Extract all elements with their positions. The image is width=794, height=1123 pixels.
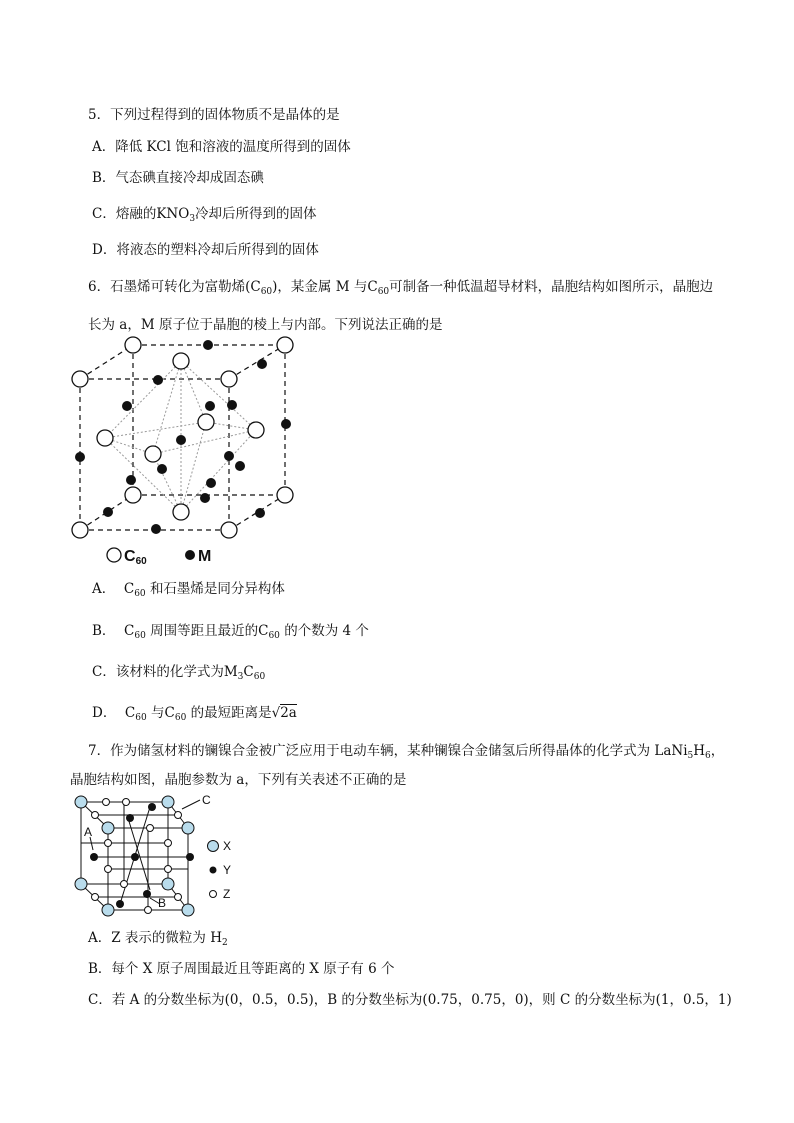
- q6-option-d-mid: 与: [151, 705, 165, 721]
- q6-stem-part-a: 6．石墨烯可转化为富勒烯(: [88, 279, 251, 295]
- q6-option-d-label: D．: [92, 705, 117, 721]
- legend-x-marker: [208, 841, 219, 852]
- q6-option-a-text: 和石墨烯是同分异构体: [149, 581, 285, 597]
- legend-m-marker: [185, 550, 195, 560]
- y-atom: [148, 803, 156, 811]
- c60-atom: [221, 371, 237, 387]
- q5-stem: 5．下列过程得到的固体物质不是晶体的是: [88, 107, 340, 123]
- q6-stem-line1: [88, 275, 713, 297]
- legend-y-label: Y: [223, 863, 232, 877]
- q5-option-c: [92, 202, 317, 224]
- fig-label-c: C: [202, 793, 211, 807]
- q6-option-d-end: 的最短距离是: [190, 705, 272, 721]
- q7-option-a-text: A．Z 表示的微粒为 H: [88, 930, 222, 946]
- x-atom: [182, 904, 194, 916]
- legend-x-label: X: [223, 839, 232, 853]
- q7-option-a: [88, 926, 228, 948]
- q6-option-b-mid: 周围等距且最近的: [150, 623, 259, 639]
- q7-crystal-figure: [68, 792, 248, 922]
- z-atom: [105, 840, 112, 847]
- c60-atom: [277, 487, 293, 503]
- z-atom: [105, 866, 112, 873]
- m-atom: [255, 508, 265, 518]
- c60-atom: [248, 422, 264, 438]
- c60-atom: [198, 414, 214, 430]
- m-atom: [153, 375, 163, 385]
- c60-atom: [125, 337, 141, 353]
- z-atom: [121, 881, 128, 888]
- c60-atom: [221, 522, 237, 538]
- q6-option-b-end: 的个数为 4 个: [284, 623, 369, 639]
- c60-atom: [173, 504, 189, 520]
- m-atom: [203, 340, 213, 350]
- q6-option-b-c-sub: 60: [134, 631, 146, 641]
- q7-stem-sub1: 5: [687, 751, 694, 761]
- legend-z-label: Z: [223, 887, 231, 901]
- y-atom: [90, 853, 98, 861]
- legend-y-marker: [210, 867, 217, 874]
- m-atom: [257, 359, 267, 369]
- q6-option-d-c: C: [124, 705, 136, 721]
- q6-c60-sub: 60: [260, 287, 273, 297]
- x-atom: [182, 822, 194, 834]
- q6-option-a-label: A．: [92, 581, 116, 597]
- q6-option-b-c2: C: [258, 623, 269, 639]
- c60-atom: [277, 337, 293, 353]
- m-atom: [75, 452, 85, 462]
- m-atom: [206, 478, 216, 488]
- q6-option-d-value: 2a: [280, 705, 297, 721]
- m-atom: [281, 419, 291, 429]
- q7-stem-line2: 晶胞结构如图，晶胞参数为 a，下列有关表述不正确的是: [70, 772, 407, 788]
- q5-option-b: B．气态碘直接冷却成固态碘: [92, 170, 264, 186]
- q6-option-c: [92, 660, 265, 682]
- fig-label-a: A: [84, 825, 93, 839]
- q6-option-d-c-sub: 60: [135, 713, 147, 723]
- c60-atom: [72, 371, 88, 387]
- m-atom: [205, 401, 215, 411]
- q6-option-b: [92, 619, 369, 641]
- q7-stem-line1: [88, 739, 724, 761]
- m-atom: [126, 475, 136, 485]
- m-atom: [227, 400, 237, 410]
- y-atom: [143, 890, 151, 898]
- c60-atom: [97, 430, 113, 446]
- m-atom: [224, 451, 234, 461]
- legend-z-marker: [210, 891, 217, 898]
- legend-m-label: M: [198, 548, 212, 565]
- q5-option-c-suffix: 冷却后所得到的固体: [195, 206, 317, 222]
- q5-option-d: D．将液态的塑料冷却后所得到的固体: [92, 242, 319, 258]
- x-atom: [75, 878, 87, 890]
- q6-option-a-c: C: [123, 581, 135, 597]
- z-atom: [147, 825, 154, 832]
- fig-label-b: B: [158, 896, 167, 910]
- y-atom: [131, 853, 139, 861]
- q7-stem-end: ，: [710, 743, 725, 759]
- q6-c60-letter-2: C: [367, 279, 378, 295]
- q6-option-b-label: B．: [92, 623, 116, 639]
- q6-option-c-text: C．该材料的化学式为: [92, 664, 224, 680]
- y-atom: [126, 814, 134, 822]
- legend-c60-label: C60: [124, 548, 147, 567]
- x-atom: [102, 904, 114, 916]
- y-atom: [186, 853, 194, 861]
- x-atom: [102, 822, 114, 834]
- z-atom: [103, 799, 110, 806]
- z-atom: [92, 812, 99, 819]
- x-atom: [162, 878, 174, 890]
- q5-option-c-formula-sub: 3: [189, 214, 196, 224]
- legend-c60-marker: [107, 548, 121, 562]
- z-atom: [92, 894, 99, 901]
- q5-option-a: A．降低 KCl 饱和溶液的温度所得到的固体: [92, 139, 351, 155]
- q6-option-c-m: M: [223, 664, 238, 680]
- m-atom: [157, 464, 167, 474]
- q6-option-d-c2: C: [164, 705, 175, 721]
- z-atom: [175, 812, 182, 819]
- m-atom: [235, 461, 245, 471]
- m-atom: [176, 435, 186, 445]
- q6-option-b-c2-sub: 60: [268, 631, 280, 641]
- z-atom: [145, 907, 152, 914]
- x-atom: [162, 796, 174, 808]
- c60-atom: [173, 353, 189, 369]
- q6-option-c-c-sub: 60: [253, 672, 266, 682]
- q6-c60-sub-2: 60: [377, 287, 390, 297]
- q7-option-b: B．每个 X 原子周围最近且等距离的 X 原子有 6 个: [88, 961, 395, 977]
- q6-crystal-figure: [60, 330, 320, 570]
- q6-option-d-c2-sub: 60: [174, 713, 187, 723]
- m-atom: [122, 401, 132, 411]
- m-atom: [200, 493, 210, 503]
- c60-atom: [145, 446, 161, 462]
- q7-stem-sub2: 6: [705, 751, 711, 761]
- q6-stem-line2: 长为 a，M 原子位于晶胞的棱上与内部。下列说法正确的是: [88, 317, 443, 333]
- q5-option-c-prefix: C．熔融的: [92, 206, 157, 222]
- m-atom: [103, 507, 113, 517]
- q6-option-c-c: C: [243, 664, 254, 680]
- q5-option-c-formula: KNO: [156, 206, 190, 222]
- sqrt-symbol-icon: √: [271, 705, 281, 721]
- q6-option-a-c-sub: 60: [134, 589, 146, 599]
- q7-option-a-sub: 2: [222, 938, 228, 948]
- x-atom: [75, 796, 87, 808]
- q6-stem-part-c: 可制备一种低温超导材料，晶胞结构如图所示，晶胞边: [389, 279, 714, 295]
- z-atom: [175, 894, 182, 901]
- c60-atom: [125, 487, 141, 503]
- c60-atom: [72, 522, 88, 538]
- z-atom: [123, 799, 130, 806]
- q7-stem-h: H: [693, 743, 706, 759]
- q6-option-b-c: C: [124, 623, 135, 639]
- q6-option-d: [92, 701, 297, 723]
- q6-option-c-m-sub: 3: [237, 672, 244, 682]
- q6-c60-letter: C: [250, 279, 261, 295]
- z-atom: [165, 866, 172, 873]
- y-atom: [116, 900, 124, 908]
- q6-option-a: [92, 577, 285, 599]
- q7-stem-text: 7．作为储氢材料的镧镍合金被广泛应用于电动车辆，某种镧镍合金储氢后所得晶体的化学式为 LaNi: [88, 743, 688, 759]
- q7-option-c: C．若 A 的分数坐标为(0，0.5，0.5)，B 的分数坐标为(0.75，0.75，0)，则 C 的分数坐标为(1，0.5，1): [88, 992, 732, 1008]
- m-atom: [151, 524, 161, 534]
- z-atom: [165, 840, 172, 847]
- q6-stem-part-b: )，某金属 M 与: [272, 279, 368, 295]
